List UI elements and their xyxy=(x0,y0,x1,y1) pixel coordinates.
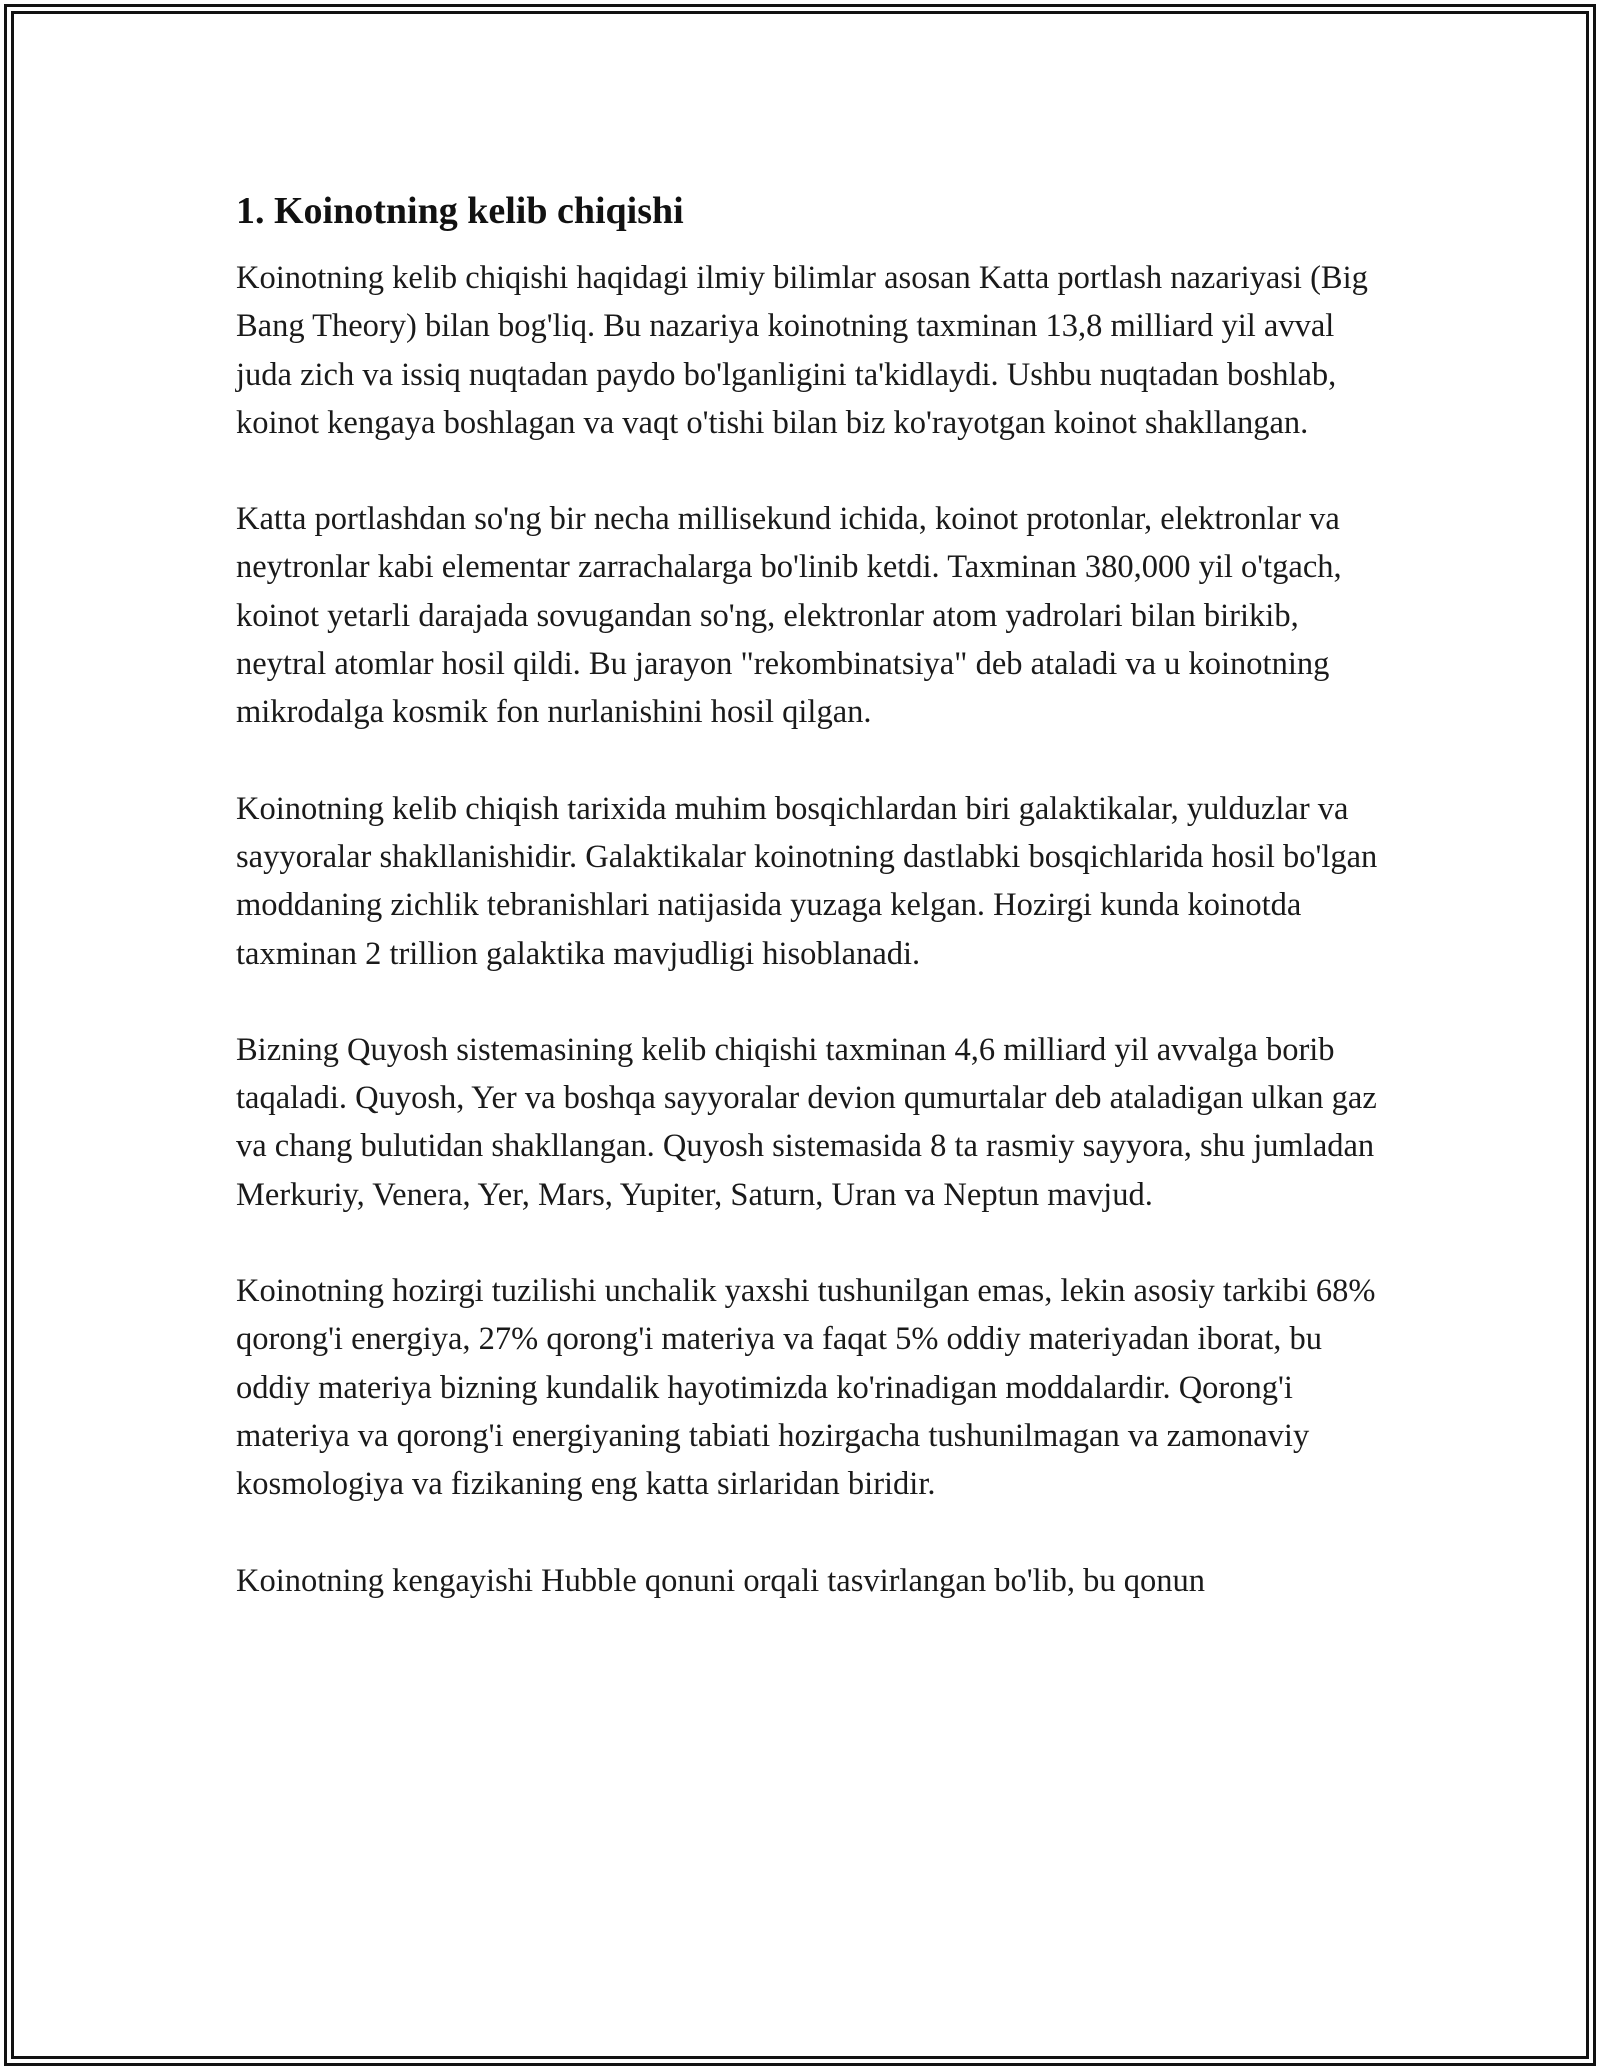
paragraph-hubble: Koinotning kengayishi Hubble qonuni orqali tasvirlangan bo'lib, bu qonun xyxy=(236,1562,1206,1599)
paragraph-big-bang: Koinotning kelib chiqishi haqidagi ilmiy bilimlar asosan Katta portlash nazariyasi (Big Bang Theory) bilan bog'liq. Bu nazariya koinotning taxminan 13,8 milliard yil avval juda zich va issiq nuqtadan paydo bo'lganligini ta'kidlaydi. Ushbu nuqtadan boshlab, koinot kengaya boshlagan va vaqt o'tishi bilan biz ko'rayotgan koinot shakllangan. xyxy=(236,260,1368,441)
document-body xyxy=(236,186,1386,1605)
paragraph-galaxies: Koinotning kelib chiqish tarixida muhim bosqichlardan biri galaktikalar, yulduzlar va sayyoralar shakllanishidir. Galaktikalar koinotning dastlabki bosqichlarida hosil bo'lgan moddaning zichlik tebranishlari natijasida yuzaga kelgan. Hozirgi kunda koinotda taxminan 2 trillion galaktika mavjudligi hisoblanadi. xyxy=(236,790,1378,972)
paragraph-solar-system: Bizning Quyosh sistemasining kelib chiqishi taxminan 4,6 milliard yil avvalga borib taqaladi. Quyosh, Yer va boshqa sayyoralar devion qumurtalar deb ataladigan ulkan gaz va chang bulutidan shakllangan. Quyosh sistemasida 8 ta rasmiy sayyora, shu jumladan Merkuriy, Venera, Yer, Mars, Yupiter, Saturn, Uran va Neptun mavjud. xyxy=(236,1031,1377,1213)
section-heading: 1. Koinotning kelib chiqishi xyxy=(236,190,684,232)
paragraph-recombination: Katta portlashdan so'ng bir necha millisekund ichida, koinot protonlar, elektronlar va neytronlar kabi elementar zarrachalarga bo'linib ketdi. Taxminan 380,000 yil o'tgach, koinot yetarli darajada sovugandan so'ng, elektronlar atom yadrolari bilan birikib, neytral atomlar hosil qildi. Bu jarayon "rekombinatsiya" deb ataladi va u koinotning mikrodalga kosmik fon nurlanishini hosil qilgan. xyxy=(236,501,1342,731)
paragraph-dark-matter: Koinotning hozirgi tuzilishi unchalik yaxshi tushunilgan emas, lekin asosiy tarkibi 68% qorong'i energiya, 27% qorong'i materiya va faqat 5% oddiy materiyadan iborat, bu oddiy materiya bizning kundalik hayotimizda ko'rinadigan moddalardir. Qorong'i materiya va qorong'i energiyaning tabiati hozirgacha tushunilmagan va zamonaviy kosmologiya va fizikaning eng katta sirlaridan biridir. xyxy=(236,1273,1376,1503)
